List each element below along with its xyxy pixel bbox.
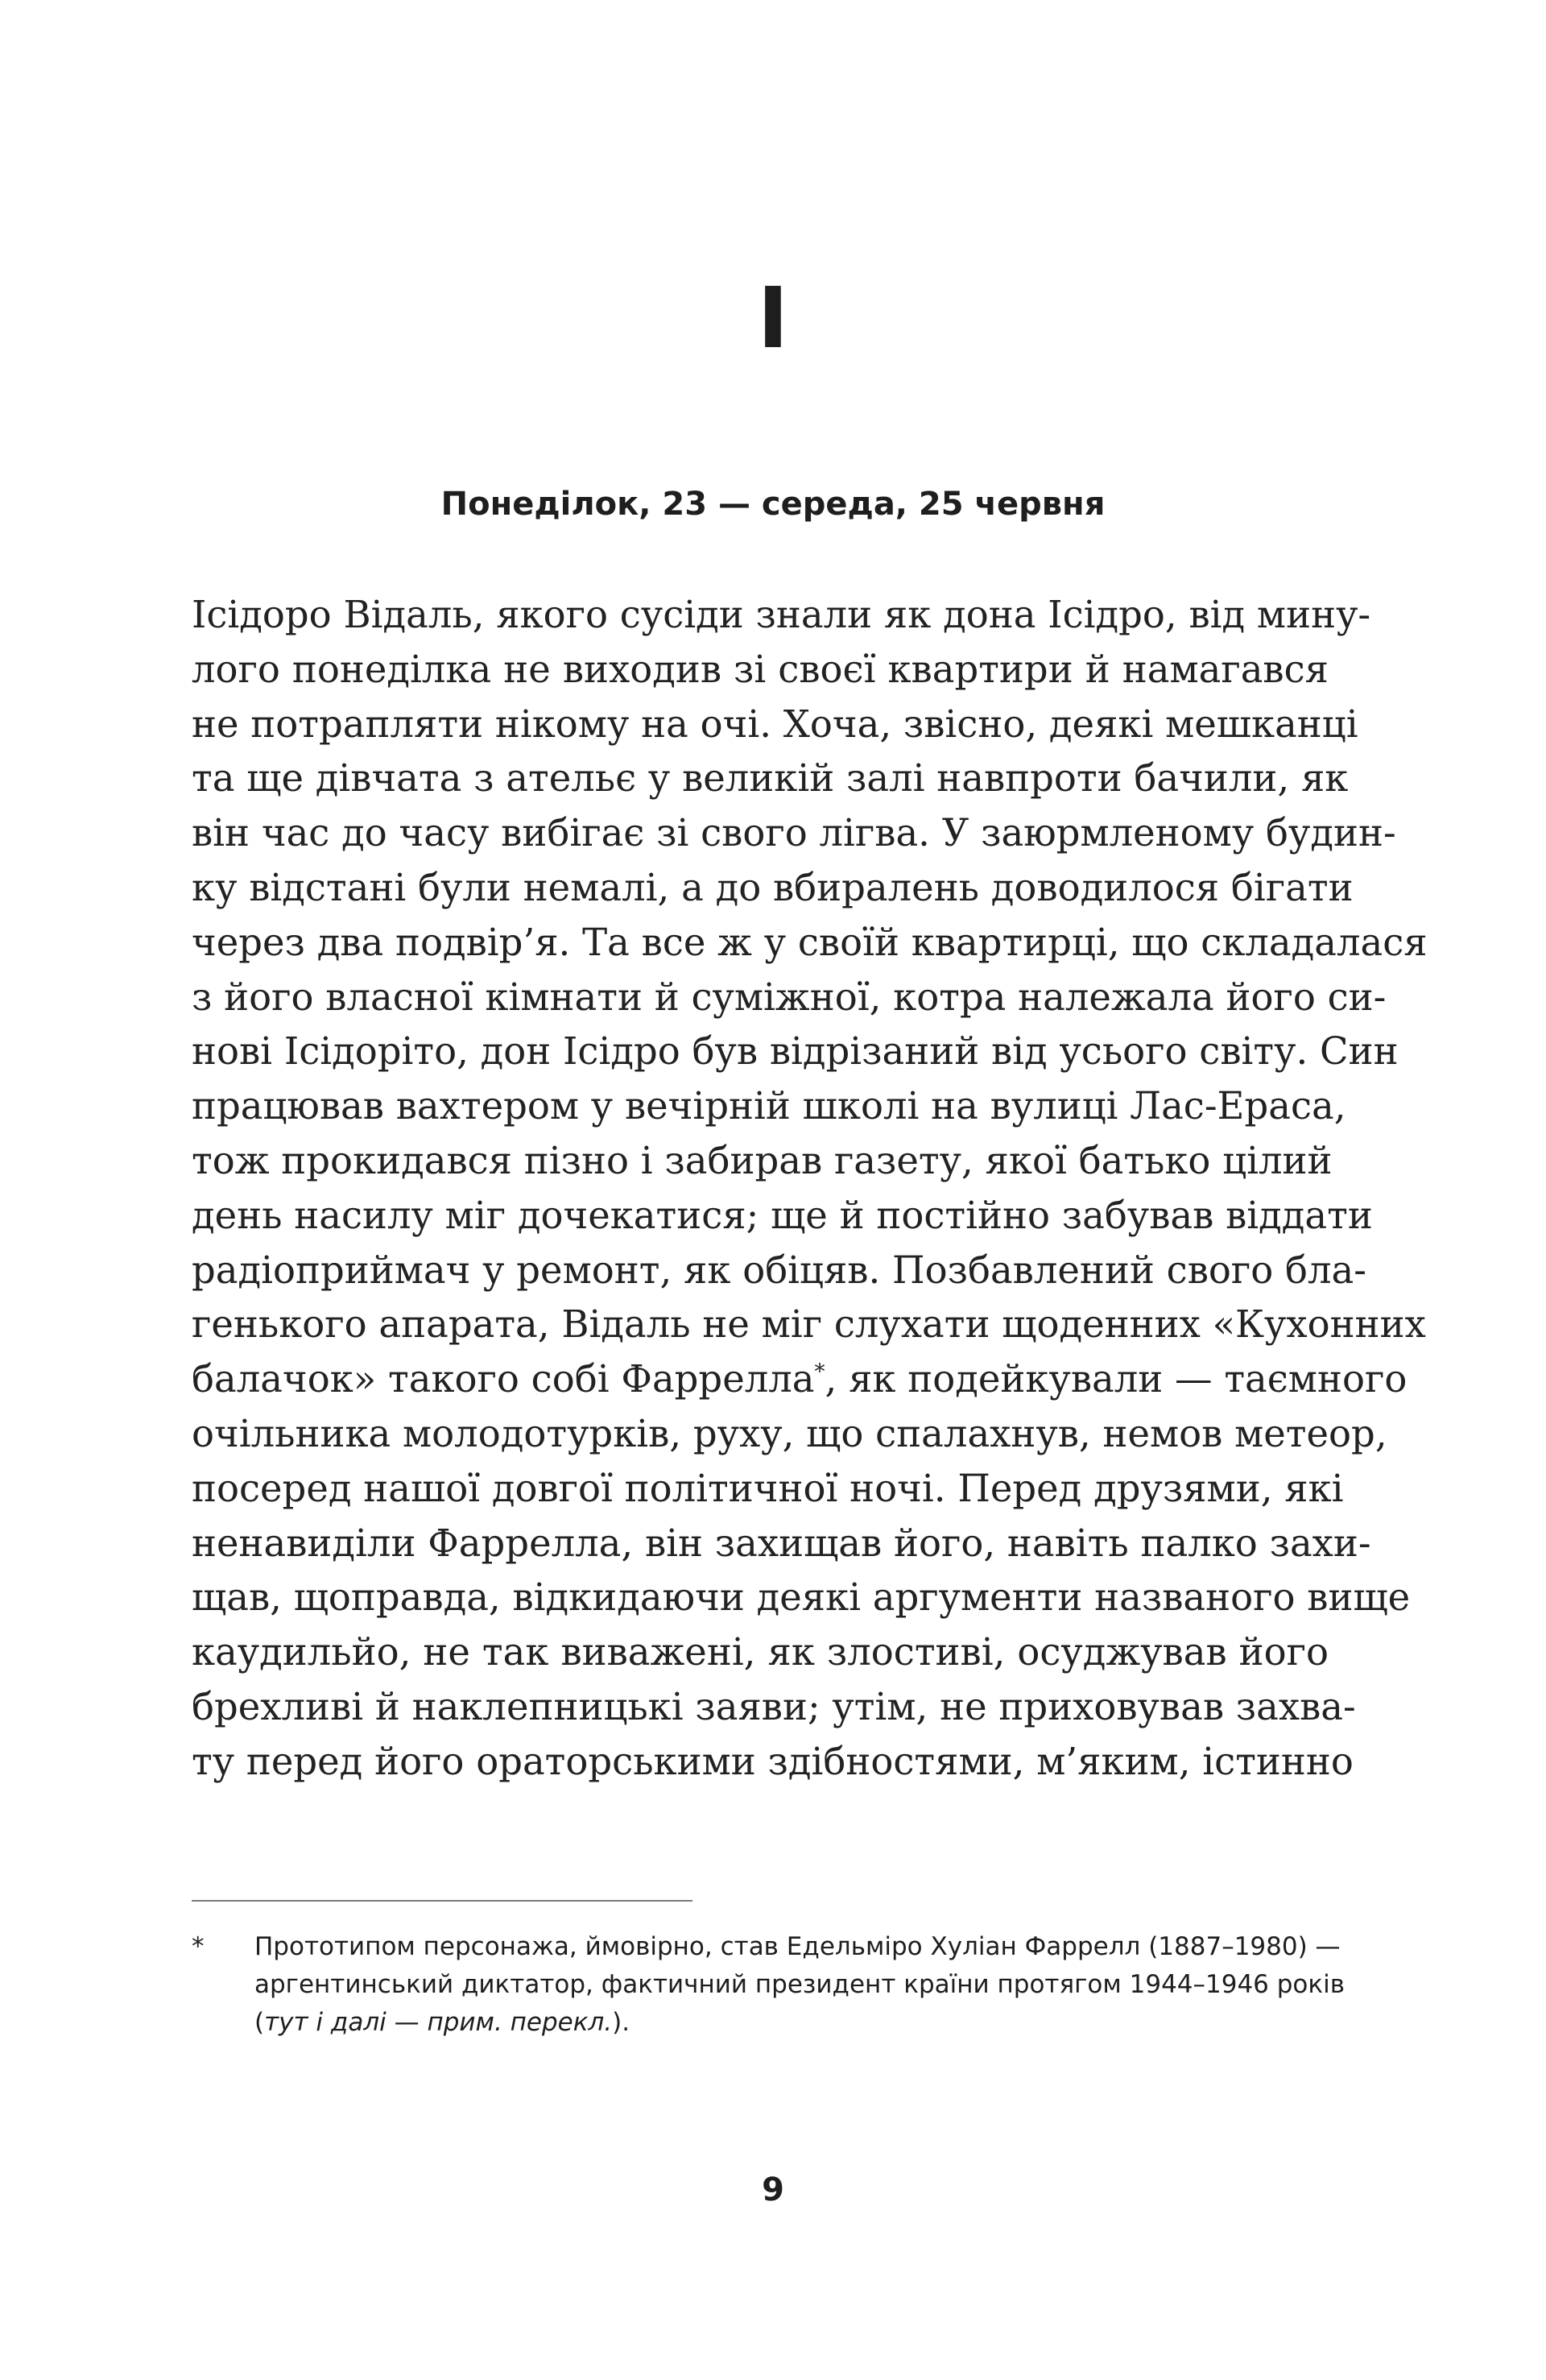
page-number: 9 (762, 2171, 784, 2208)
body-line-text: , як подейкували — таємного (825, 1357, 1408, 1401)
body-line: посеред нашої довгої політичної ночі. Перед друзями, які (192, 1466, 1344, 1510)
body-line: генького апарата, Відаль не міг слухати щоденних «Кухонних (192, 1302, 1426, 1347)
body-line: день насилу міг дочекатися; ще й постійно забував віддати (192, 1193, 1373, 1237)
body-line-text: балачок» такого собі Фаррелла (192, 1357, 815, 1401)
body-line: щав, щоправда, відкидаючи деякі аргументи названого вище (192, 1575, 1411, 1620)
footnote-marker: * (192, 1932, 205, 1961)
footnote-line (254, 2004, 1329, 2042)
footnote-text: ). (612, 2008, 630, 2037)
footnote-line: аргентинський диктатор, фактичний президент країни протягом 1944–1946 років (254, 1970, 1346, 1999)
footnote-text: — (386, 2008, 428, 2037)
chapter-subtitle: Понеділок, 23 — середа, 25 червня (440, 486, 1106, 523)
body-line: тож прокидався пізно і забирав газету, якої батько цілий (192, 1138, 1333, 1182)
body-line-with-footnote-ref (192, 1352, 1408, 1407)
body-line: каудильйо, не так виважені, як злостиві, осуджував його (192, 1630, 1329, 1674)
footnote-body (254, 1928, 1346, 2042)
body-line: працював вахтером у вечірній школі на вулиці Лас-Ераса, (192, 1084, 1346, 1128)
footnote-italic-text: прим. перекл. (427, 2008, 613, 2037)
body-line: не потрапляти нікому на очі. Хоча, звісно, деякі мешканці (192, 702, 1358, 746)
footnote-italic-text: тут і далі (264, 2008, 386, 2037)
footnote-text: ( (254, 2008, 265, 2037)
body-line: через два подвір’я. Та все ж у своїй квартирці, що складалася (192, 920, 1428, 964)
body-line: лого понеділка не виходив зі своєї квартири й намагався (192, 647, 1329, 691)
body-line: та ще дівчата з ательє у великій залі навпроти бачили, як (192, 756, 1349, 801)
footnote-reference: * (814, 1360, 825, 1385)
body-line: ту перед його ораторськими здібностями, м’яким, істинно (192, 1739, 1354, 1783)
body-line: ненавиділи Фаррелла, він захищав його, навіть палко захи- (192, 1521, 1371, 1565)
footnote-divider (192, 1900, 692, 1902)
body-line: нові Ісідоріто, дон Ісідро був відрізаний від усього світу. Син (192, 1029, 1399, 1074)
body-line: очільника молодотурків, руху, що спалахнув, немов метеор, (192, 1411, 1387, 1455)
footnote-line: Прототипом персонажа, ймовірно, став Едельміро Хуліан Фаррелл (1887–1980) — (254, 1932, 1341, 1961)
body-line: радіоприймач у ремонт, як обіцяв. Позбавлений свого бла- (192, 1248, 1366, 1292)
body-line: ку відстані були немалі, а до вбиралень доводилося бігати (192, 865, 1354, 909)
chapter-numeral: I (757, 269, 789, 367)
body-line: з його власної кімнати й суміжної, котра належала його си- (192, 975, 1387, 1019)
body-line: брехливі й наклепницькі заяви; утім, не приховував захва- (192, 1684, 1356, 1728)
body-line: Ісідоро Відаль, якого сусіди знали як дона Ісідро, від мину- (192, 593, 1371, 636)
body-text (192, 588, 1428, 1790)
body-line: він час до часу вибігає зі свого лігва. У заюрмленому будин- (192, 811, 1396, 855)
